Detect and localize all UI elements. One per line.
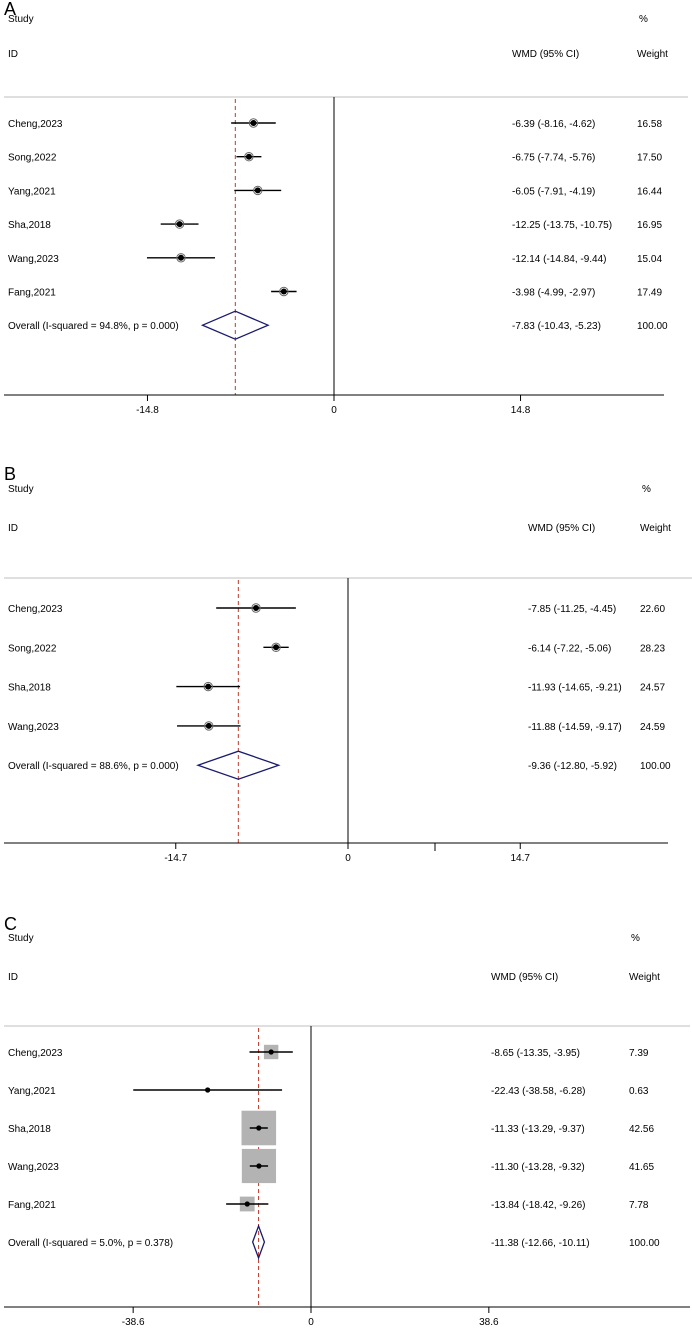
overall-label: Overall (I-squared = 88.6%, p = 0.000) bbox=[8, 761, 179, 773]
study-row bbox=[8, 1111, 654, 1146]
study-row bbox=[8, 1197, 649, 1212]
study-label: Sha,2018 bbox=[8, 1124, 51, 1135]
study-row bbox=[8, 722, 665, 733]
study-weight: 0.63 bbox=[629, 1086, 649, 1097]
study-row bbox=[8, 186, 662, 197]
study-row bbox=[8, 287, 662, 298]
overall-weight: 100.00 bbox=[640, 761, 671, 773]
study-label: Fang,2021 bbox=[8, 287, 56, 299]
header-study: Study bbox=[8, 14, 34, 25]
panel-label: A bbox=[4, 0, 17, 19]
study-weight: 7.78 bbox=[629, 1200, 649, 1211]
study-label: Sha,2018 bbox=[8, 220, 51, 232]
point-estimate bbox=[281, 289, 287, 295]
x-tick-label: 0 bbox=[308, 1317, 314, 1328]
panel-label: C bbox=[4, 914, 17, 934]
study-label: Song,2022 bbox=[8, 152, 57, 164]
study-ci-text: -11.30 (-13.28, -9.32) bbox=[491, 1162, 585, 1173]
study-label: Cheng,2023 bbox=[8, 604, 63, 615]
header-ci: WMD (95% CI) bbox=[512, 49, 580, 60]
study-ci-text: -22.43 (-38.58, -6.28) bbox=[491, 1086, 586, 1097]
study-label: Yang,2021 bbox=[8, 186, 56, 198]
x-tick-label: -14.7 bbox=[164, 853, 188, 864]
study-label: Cheng,2023 bbox=[8, 1048, 63, 1059]
study-label: Fang,2021 bbox=[8, 1200, 56, 1211]
point-estimate bbox=[256, 1125, 261, 1130]
study-ci-text: -11.88 (-14.59, -9.17) bbox=[528, 721, 622, 733]
overall-label: Overall (I-squared = 94.8%, p = 0.000) bbox=[8, 321, 179, 333]
study-ci-text: -7.85 (-11.25, -4.45) bbox=[528, 604, 617, 615]
point-estimate bbox=[246, 154, 252, 160]
header-weight: Weight bbox=[640, 523, 671, 534]
study-row bbox=[8, 604, 665, 615]
point-estimate bbox=[205, 684, 211, 690]
study-row bbox=[8, 682, 665, 693]
overall-row bbox=[8, 751, 671, 779]
header-study: Study bbox=[8, 933, 34, 944]
study-label: Wang,2023 bbox=[8, 721, 59, 733]
study-row bbox=[8, 1086, 649, 1097]
header-percent: % bbox=[642, 484, 651, 495]
study-row bbox=[8, 220, 662, 231]
x-tick-label: -14.8 bbox=[136, 405, 159, 416]
x-tick-label: 0 bbox=[345, 853, 351, 864]
study-ci-text: -6.39 (-8.16, -4.62) bbox=[512, 119, 596, 130]
header-percent: % bbox=[631, 933, 640, 944]
study-weight: 17.50 bbox=[637, 152, 663, 164]
study-weight: 42.56 bbox=[629, 1124, 655, 1135]
point-estimate bbox=[178, 255, 184, 261]
point-estimate bbox=[253, 605, 259, 611]
header-weight: Weight bbox=[637, 49, 668, 60]
overall-weight: 100.00 bbox=[629, 1238, 660, 1249]
header-id: ID bbox=[8, 49, 18, 60]
panel-label: B bbox=[4, 464, 17, 484]
study-ci-text: -12.14 (-14.84, -9.44) bbox=[512, 253, 607, 265]
overall-weight: 100.00 bbox=[637, 321, 668, 333]
point-estimate bbox=[205, 1087, 210, 1092]
point-estimate bbox=[206, 723, 212, 729]
x-tick-label: 14.8 bbox=[510, 405, 531, 416]
point-estimate bbox=[256, 1163, 261, 1168]
study-label: Cheng,2023 bbox=[8, 119, 63, 130]
study-row bbox=[8, 643, 665, 654]
header-percent: % bbox=[639, 14, 648, 25]
study-weight: 7.39 bbox=[629, 1048, 649, 1059]
point-estimate bbox=[250, 120, 256, 126]
study-label: Sha,2018 bbox=[8, 682, 51, 694]
study-ci-text: -13.84 (-18.42, -9.26) bbox=[491, 1200, 586, 1211]
study-ci-text: -6.05 (-7.91, -4.19) bbox=[512, 186, 596, 198]
study-row bbox=[8, 153, 662, 164]
overall-row bbox=[8, 1226, 660, 1258]
study-label: Wang,2023 bbox=[8, 1162, 59, 1173]
x-tick-label: 14.7 bbox=[510, 853, 530, 864]
study-label: Song,2022 bbox=[8, 643, 57, 655]
study-weight: 41.65 bbox=[629, 1162, 655, 1173]
header-weight: Weight bbox=[629, 972, 660, 983]
overall-ci-text: -9.36 (-12.80, -5.92) bbox=[528, 761, 617, 773]
study-weight: 16.95 bbox=[637, 220, 663, 232]
header-id: ID bbox=[8, 972, 18, 983]
header-ci: WMD (95% CI) bbox=[491, 972, 559, 983]
point-estimate bbox=[273, 644, 279, 650]
forest-panel-a bbox=[4, 0, 688, 416]
study-weight: 17.49 bbox=[637, 287, 663, 299]
forest-panel-c bbox=[4, 914, 690, 1328]
point-estimate bbox=[255, 187, 261, 193]
overall-ci-text: -7.83 (-10.43, -5.23) bbox=[512, 321, 601, 333]
header-id: ID bbox=[8, 523, 18, 534]
study-weight: 28.23 bbox=[640, 643, 666, 655]
study-ci-text: -8.65 (-13.35, -3.95) bbox=[491, 1048, 580, 1059]
study-row bbox=[8, 254, 662, 265]
header-study: Study bbox=[8, 484, 34, 495]
x-tick-label: 0 bbox=[331, 405, 337, 416]
study-row bbox=[8, 119, 662, 130]
x-tick-label: -38.6 bbox=[121, 1317, 145, 1328]
study-ci-text: -6.75 (-7.74, -5.76) bbox=[512, 152, 596, 164]
x-tick-label: 38.6 bbox=[479, 1317, 499, 1328]
study-ci-text: -3.98 (-4.99, -2.97) bbox=[512, 287, 596, 299]
point-estimate bbox=[245, 1201, 250, 1206]
study-weight: 16.58 bbox=[637, 119, 663, 130]
overall-row bbox=[8, 311, 668, 339]
study-ci-text: -6.14 (-7.22, -5.06) bbox=[528, 643, 612, 655]
study-weight: 22.60 bbox=[640, 604, 666, 615]
study-ci-text: -11.93 (-14.65, -9.21) bbox=[528, 682, 622, 694]
study-weight: 24.59 bbox=[640, 721, 666, 733]
study-label: Yang,2021 bbox=[8, 1086, 56, 1097]
point-estimate bbox=[177, 221, 183, 227]
study-weight: 16.44 bbox=[637, 186, 663, 198]
study-label: Wang,2023 bbox=[8, 253, 59, 265]
header-ci: WMD (95% CI) bbox=[528, 523, 596, 534]
study-row bbox=[8, 1149, 654, 1183]
study-ci-text: -12.25 (-13.75, -10.75) bbox=[512, 220, 613, 232]
overall-label: Overall (I-squared = 5.0%, p = 0.378) bbox=[8, 1238, 174, 1249]
study-row bbox=[8, 1045, 649, 1059]
forest-panel-b bbox=[4, 464, 692, 864]
study-weight: 24.57 bbox=[640, 682, 666, 694]
point-estimate bbox=[269, 1049, 274, 1054]
study-ci-text: -11.33 (-13.29, -9.37) bbox=[491, 1124, 585, 1135]
overall-ci-text: -11.38 (-12.66, -10.11) bbox=[491, 1238, 590, 1249]
study-weight: 15.04 bbox=[637, 253, 663, 265]
